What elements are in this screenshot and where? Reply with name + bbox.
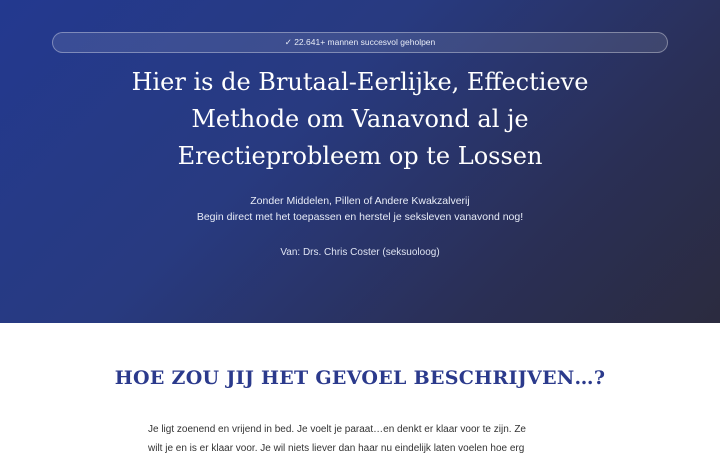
headline-line-1: Hier is de Brutaal-Eerlijke, Effectieve: [131, 68, 589, 96]
section-title: HOE ZOU JIJ HET GEVOEL BESCHRIJVEN…?: [114, 367, 606, 389]
social-proof-text: ✓ 22.641+ mannen succesvol geholpen: [284, 37, 436, 47]
subheadline-line-1: Zonder Middelen, Pillen of Andere Kwakzalverij: [250, 195, 470, 207]
author-byline: Van: Drs. Chris Coster (seksuoloog): [280, 247, 440, 258]
paragraph-line-2: wilt je en is er klaar voor. Je wil niets liever dan haar nu eindelijk laten voelen hoe erg: [148, 443, 525, 454]
intro-paragraph: [148, 420, 578, 458]
subheadline-line-2: Begin direct met het toepassen en herstel je seksleven vanavond nog!: [196, 211, 524, 223]
paragraph-line-1: Je ligt zoenend en vrijend in bed. Je voelt je paraat…en denkt er klaar voor te zijn. Ze: [148, 424, 526, 435]
page-headline: [90, 64, 630, 175]
headline-line-2: Methode om Vanavond al je: [191, 105, 529, 133]
social-proof-bar: [52, 32, 668, 53]
headline-line-3: Erectieprobleem op te Lossen: [177, 142, 543, 170]
hero-subheadline: [60, 193, 660, 225]
content-section: [0, 323, 720, 454]
